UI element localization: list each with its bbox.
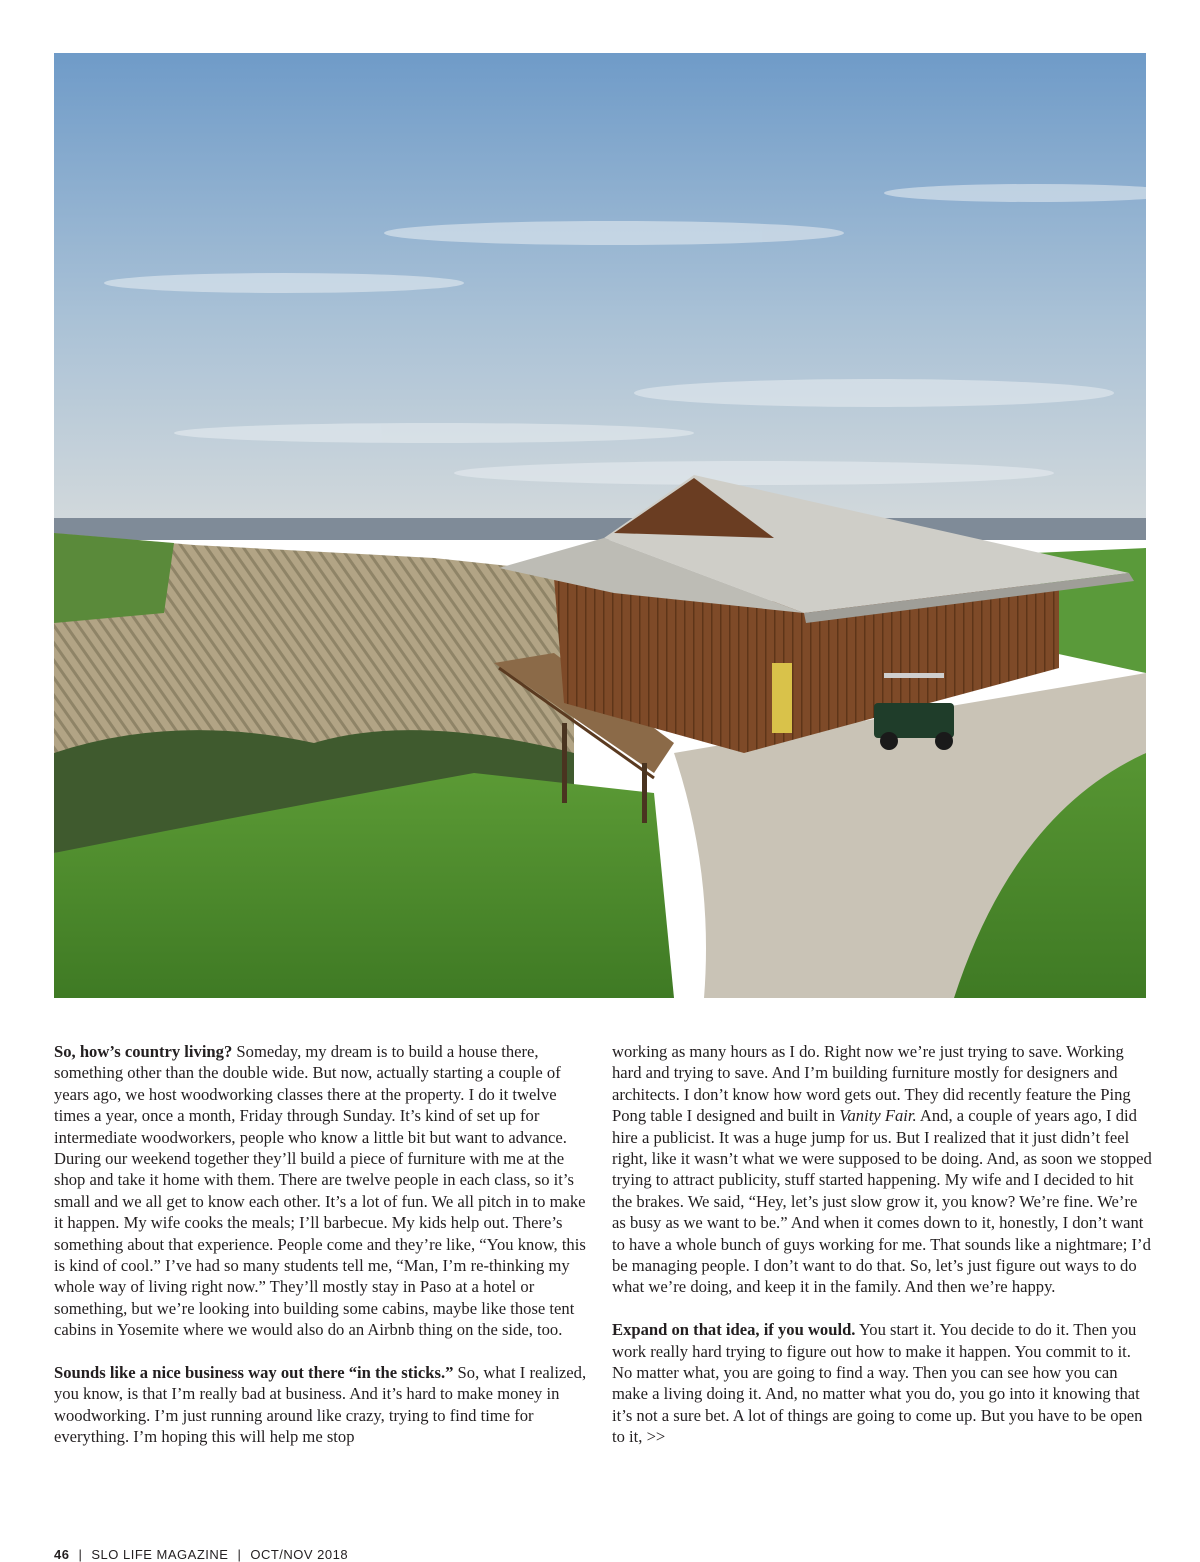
footer-separator: | bbox=[237, 1547, 242, 1562]
interview-answer: And, a couple of years ago, I did hire a publicist. It was a huge jump for us. But I realized that it just didn’t feel right, like it wasn’t what we were supposed to be doing. And, as soon we stopped trying to attract publicity, stuff started happening. My wife and I decided to hit the brakes. We said, “Hey, let’s just slow grow it, you know? We’re fine. We’re as busy as we want to be.” And when it comes down to it, honestly, I don’t want to have a whole bunch of guys working for me. That sounds like a nightmare; I’d be managing people. I don’t want to do that. So, let’s just figure out ways to do what we’re doing, and keep it in the family. And then we’re happy. bbox=[612, 1106, 1152, 1297]
article-paragraph bbox=[612, 1319, 1154, 1447]
feature-photo bbox=[54, 53, 1146, 998]
interview-answer: working as many hours as I do. Right now we’re just trying to save. Working hard and trying to save. And I’m building furniture mostly for designers and architects. I don’t know how word gets out. They did recently feature the Ping Pong table I designed and built in bbox=[612, 1042, 1131, 1126]
interview-question: So, how’s country living? bbox=[54, 1042, 233, 1061]
footer-separator: | bbox=[78, 1547, 83, 1562]
article-paragraph bbox=[54, 1041, 596, 1341]
page-footer bbox=[54, 1547, 348, 1562]
interview-answer: So, what I realized, you know, is that I’m really bad at business. And it’s hard to make money in woodworking. I’m just running around like crazy, trying to find time for everything. I’m hoping this will help me stop bbox=[54, 1363, 587, 1447]
barn-landscape-image bbox=[54, 53, 1146, 998]
article-paragraph bbox=[612, 1041, 1154, 1298]
interview-question: Sounds like a nice business way out there “in the sticks.” bbox=[54, 1363, 454, 1383]
article-paragraph bbox=[54, 1362, 596, 1448]
article-column-left bbox=[54, 1041, 596, 1469]
magazine-name: SLO LIFE MAGAZINE bbox=[91, 1547, 229, 1562]
article-column-right bbox=[612, 1041, 1154, 1469]
interview-answer: You start it. You decide to do it. Then you work really hard trying to figure out how to make it happen. You commit to it. No matter what, you are going to find a way. Then you can see how you can make a living doing it. And, no matter what you do, you go into it knowing that it’s not a sure bet. A lot of things are going to come up. But you have to be open to it, >> bbox=[612, 1320, 1143, 1447]
issue-date: OCT/NOV 2018 bbox=[250, 1547, 349, 1562]
publication-name: Vanity Fair. bbox=[839, 1106, 917, 1126]
interview-question: Expand on that idea, if you would. bbox=[612, 1320, 856, 1340]
interview-answer: Someday, my dream is to build a house there, something other than the double wide. But now, actually starting a couple of years ago, we host woodworking classes there at the property. I do it twelve times a year, once a month, Friday through Sunday. It’s kind of set up for intermediate woodworkers, people who know a little bit but want to advance. During our weekend together they’ll build a piece of furniture with me at the shop and take it home with them. There are twelve people in each class, so it’s small and we all get to know each other. It’s a lot of fun. We all pitch in to make it happen. My wife cooks the meals; I’ll barbecue. My kids help out. There’s something about that experience. People come and they’re like, “You know, this is kind of cool.” I’ve had so many students tell me, “Man, I’m re-thinking my whole way of living right now.” They’ll mostly stay in Paso at a hotel or something, but we’re looking into building some cabins, maybe like those tent cabins in Yosemite where we would also do an Airbnb thing on the side, too. bbox=[54, 1042, 586, 1340]
page-number: 46 bbox=[54, 1547, 70, 1562]
